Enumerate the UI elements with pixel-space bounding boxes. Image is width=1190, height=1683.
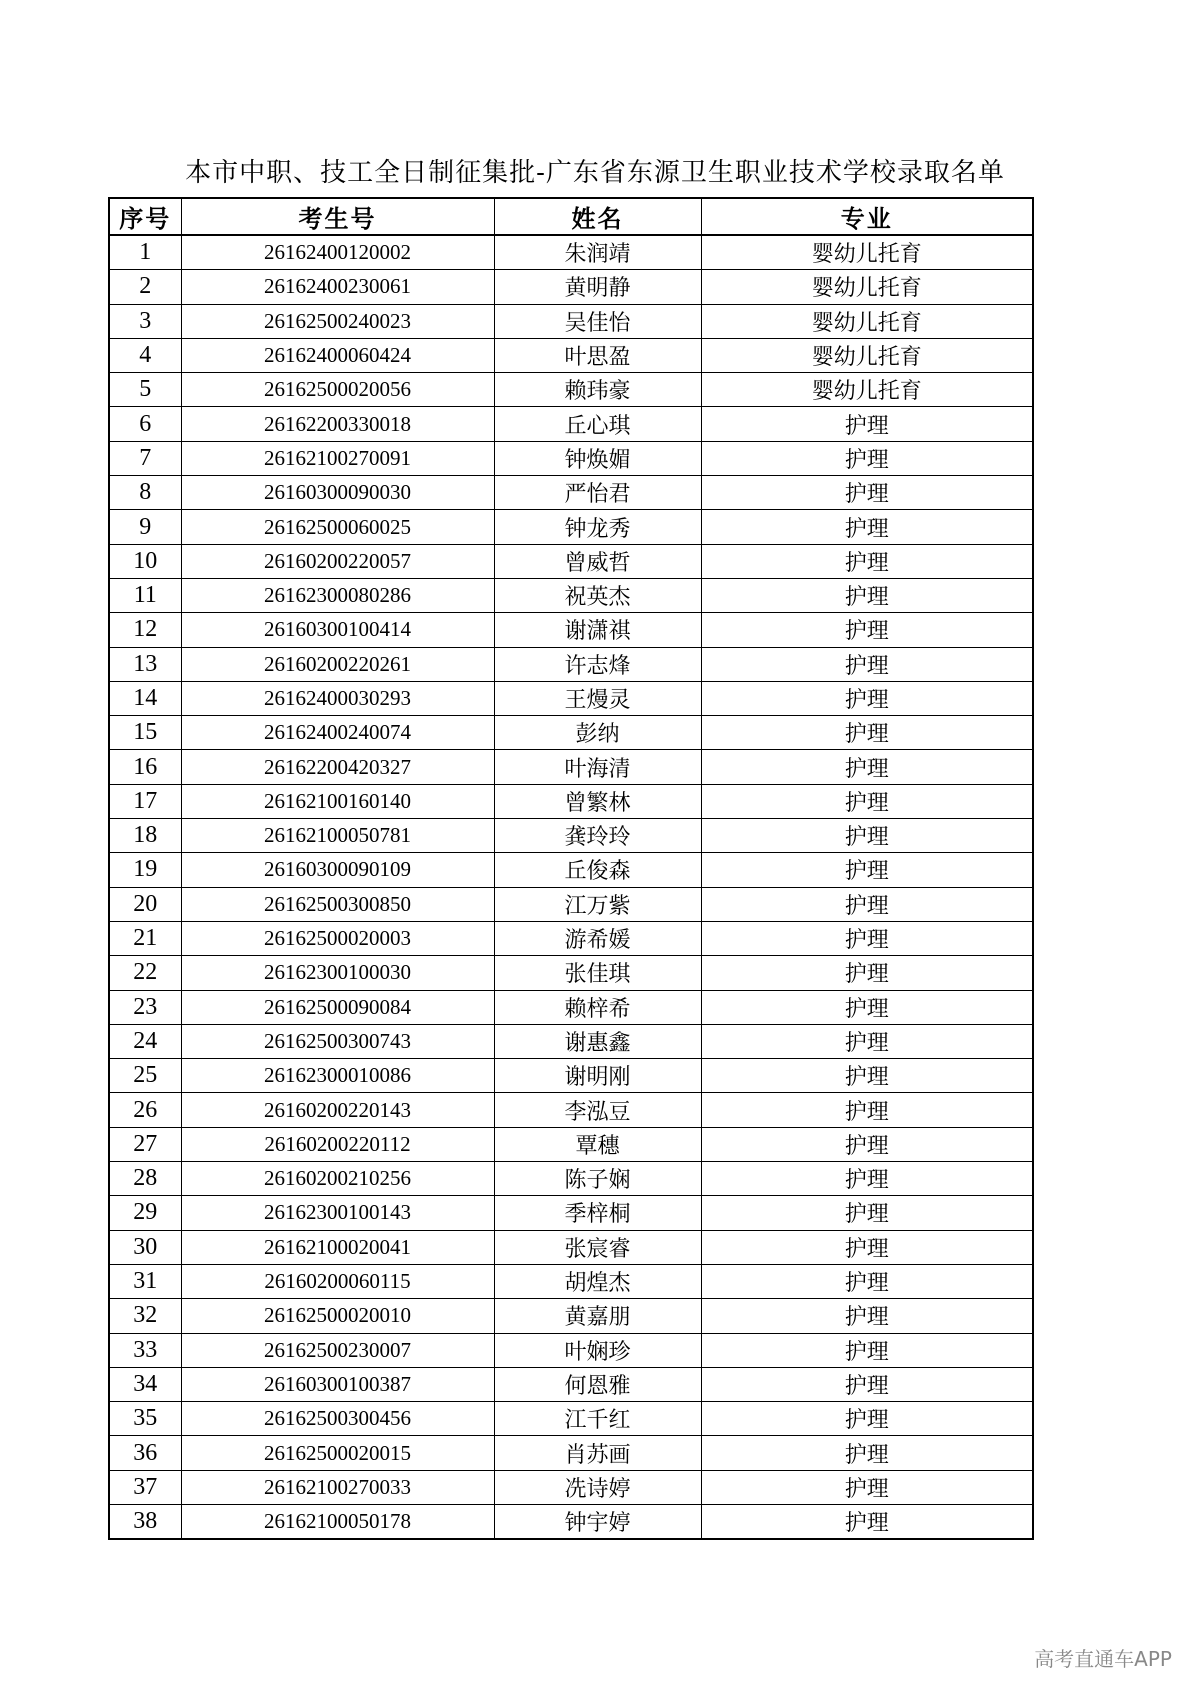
cell-major: 护理 <box>701 921 1033 955</box>
header-no: 序号 <box>109 198 181 235</box>
cell-major: 婴幼儿托育 <box>701 270 1033 304</box>
cell-name: 赖玮豪 <box>494 373 701 407</box>
cell-major: 护理 <box>701 578 1033 612</box>
cell-no: 24 <box>109 1024 181 1058</box>
table-row <box>109 304 1033 338</box>
cell-no: 13 <box>109 647 181 681</box>
cell-name: 谢潇祺 <box>494 613 701 647</box>
table-row <box>109 1127 1033 1161</box>
cell-major: 护理 <box>701 990 1033 1024</box>
table-row <box>109 1299 1033 1333</box>
cell-no: 29 <box>109 1196 181 1230</box>
table-row <box>109 1367 1033 1401</box>
cell-exam-id: 26162300100143 <box>181 1196 494 1230</box>
cell-no: 35 <box>109 1402 181 1436</box>
cell-major: 护理 <box>701 1402 1033 1436</box>
cell-no: 18 <box>109 819 181 853</box>
cell-name: 钟宇婷 <box>494 1504 701 1539</box>
cell-name: 谢惠鑫 <box>494 1024 701 1058</box>
cell-no: 32 <box>109 1299 181 1333</box>
cell-name: 胡煌杰 <box>494 1264 701 1298</box>
cell-no: 7 <box>109 441 181 475</box>
cell-exam-id: 26162300080286 <box>181 578 494 612</box>
table-row <box>109 407 1033 441</box>
cell-exam-id: 26160200220261 <box>181 647 494 681</box>
cell-name: 谢明刚 <box>494 1059 701 1093</box>
cell-exam-id: 26162500020056 <box>181 373 494 407</box>
cell-name: 丘心琪 <box>494 407 701 441</box>
cell-major: 护理 <box>701 1162 1033 1196</box>
cell-name: 许志烽 <box>494 647 701 681</box>
cell-name: 曾繁林 <box>494 784 701 818</box>
cell-no: 23 <box>109 990 181 1024</box>
cell-name: 叶思盈 <box>494 338 701 372</box>
cell-name: 王熳灵 <box>494 681 701 715</box>
cell-major: 护理 <box>701 1024 1033 1058</box>
table-row <box>109 1024 1033 1058</box>
table-row <box>109 441 1033 475</box>
cell-no: 16 <box>109 750 181 784</box>
cell-no: 15 <box>109 716 181 750</box>
cell-no: 31 <box>109 1264 181 1298</box>
cell-no: 6 <box>109 407 181 441</box>
cell-exam-id: 26162400030293 <box>181 681 494 715</box>
cell-major: 护理 <box>701 647 1033 681</box>
cell-no: 3 <box>109 304 181 338</box>
cell-major: 护理 <box>701 1059 1033 1093</box>
cell-exam-id: 26162500230007 <box>181 1333 494 1367</box>
cell-no: 37 <box>109 1470 181 1504</box>
cell-no: 4 <box>109 338 181 372</box>
cell-exam-id: 26162100270091 <box>181 441 494 475</box>
cell-no: 22 <box>109 956 181 990</box>
cell-name: 陈子娴 <box>494 1162 701 1196</box>
table-row <box>109 887 1033 921</box>
cell-no: 30 <box>109 1230 181 1264</box>
table-row <box>109 750 1033 784</box>
header-name: 姓名 <box>494 198 701 235</box>
table-row <box>109 819 1033 853</box>
cell-exam-id: 26162200420327 <box>181 750 494 784</box>
cell-name: 肖苏画 <box>494 1436 701 1470</box>
table-row <box>109 921 1033 955</box>
cell-exam-id: 26162400240074 <box>181 716 494 750</box>
cell-name: 江万紫 <box>494 887 701 921</box>
table-row <box>109 716 1033 750</box>
cell-no: 28 <box>109 1162 181 1196</box>
table-row <box>109 1059 1033 1093</box>
table-row <box>109 647 1033 681</box>
cell-exam-id: 26162500020010 <box>181 1299 494 1333</box>
table-row <box>109 270 1033 304</box>
cell-no: 34 <box>109 1367 181 1401</box>
cell-no: 2 <box>109 270 181 304</box>
cell-exam-id: 26160300090030 <box>181 476 494 510</box>
table-row <box>109 784 1033 818</box>
cell-exam-id: 26160300100414 <box>181 613 494 647</box>
cell-no: 38 <box>109 1504 181 1539</box>
cell-exam-id: 26162300100030 <box>181 956 494 990</box>
cell-major: 护理 <box>701 681 1033 715</box>
cell-no: 12 <box>109 613 181 647</box>
cell-major: 婴幼儿托育 <box>701 338 1033 372</box>
cell-exam-id: 26162500020015 <box>181 1436 494 1470</box>
cell-exam-id: 26162500300850 <box>181 887 494 921</box>
cell-major: 护理 <box>701 784 1033 818</box>
cell-name: 彭纳 <box>494 716 701 750</box>
cell-major: 护理 <box>701 1367 1033 1401</box>
cell-exam-id: 26160200220112 <box>181 1127 494 1161</box>
cell-name: 丘俊森 <box>494 853 701 887</box>
cell-name: 龚玲玲 <box>494 819 701 853</box>
cell-name: 曾威哲 <box>494 544 701 578</box>
cell-major: 护理 <box>701 887 1033 921</box>
cell-major: 护理 <box>701 1264 1033 1298</box>
table-row <box>109 235 1033 270</box>
cell-name: 张宸睿 <box>494 1230 701 1264</box>
cell-name: 朱润靖 <box>494 235 701 270</box>
admission-table <box>108 197 1034 1540</box>
cell-no: 9 <box>109 510 181 544</box>
table-row <box>109 853 1033 887</box>
table-row <box>109 476 1033 510</box>
cell-name: 钟焕媚 <box>494 441 701 475</box>
cell-name: 黄嘉朋 <box>494 1299 701 1333</box>
cell-exam-id: 26160300100387 <box>181 1367 494 1401</box>
cell-major: 护理 <box>701 510 1033 544</box>
table-row <box>109 1230 1033 1264</box>
cell-name: 季梓桐 <box>494 1196 701 1230</box>
cell-no: 8 <box>109 476 181 510</box>
cell-no: 36 <box>109 1436 181 1470</box>
cell-major: 护理 <box>701 407 1033 441</box>
watermark-text: 高考直通车APP <box>1034 1647 1172 1671</box>
cell-exam-id: 26160200220057 <box>181 544 494 578</box>
cell-major: 护理 <box>701 819 1033 853</box>
cell-major: 婴幼儿托育 <box>701 235 1033 270</box>
cell-name: 何恩雅 <box>494 1367 701 1401</box>
table-row <box>109 1470 1033 1504</box>
cell-name: 祝英杰 <box>494 578 701 612</box>
cell-name: 严怡君 <box>494 476 701 510</box>
cell-major: 护理 <box>701 441 1033 475</box>
table-row <box>109 338 1033 372</box>
cell-exam-id: 26162500090084 <box>181 990 494 1024</box>
cell-exam-id: 26162400120002 <box>181 235 494 270</box>
cell-exam-id: 26162100270033 <box>181 1470 494 1504</box>
cell-name: 张佳琪 <box>494 956 701 990</box>
cell-no: 33 <box>109 1333 181 1367</box>
header-row <box>109 198 1033 235</box>
cell-exam-id: 26162200330018 <box>181 407 494 441</box>
cell-major: 护理 <box>701 1333 1033 1367</box>
cell-exam-id: 26162500060025 <box>181 510 494 544</box>
cell-major: 护理 <box>701 1196 1033 1230</box>
table-row <box>109 1162 1033 1196</box>
cell-name: 覃穗 <box>494 1127 701 1161</box>
cell-no: 17 <box>109 784 181 818</box>
cell-exam-id: 26162500240023 <box>181 304 494 338</box>
cell-exam-id: 26162500300456 <box>181 1402 494 1436</box>
table-header <box>109 198 1033 235</box>
cell-major: 婴幼儿托育 <box>701 304 1033 338</box>
cell-name: 黄明静 <box>494 270 701 304</box>
cell-exam-id: 26162300010086 <box>181 1059 494 1093</box>
cell-exam-id: 26162500300743 <box>181 1024 494 1058</box>
cell-name: 叶海清 <box>494 750 701 784</box>
cell-major: 婴幼儿托育 <box>701 373 1033 407</box>
cell-major: 护理 <box>701 544 1033 578</box>
cell-exam-id: 26162400230061 <box>181 270 494 304</box>
table-row <box>109 681 1033 715</box>
cell-exam-id: 26160300090109 <box>181 853 494 887</box>
cell-name: 赖梓希 <box>494 990 701 1024</box>
cell-no: 5 <box>109 373 181 407</box>
table-row <box>109 510 1033 544</box>
cell-name: 冼诗婷 <box>494 1470 701 1504</box>
cell-name: 李泓豆 <box>494 1093 701 1127</box>
table-row <box>109 373 1033 407</box>
cell-no: 11 <box>109 578 181 612</box>
cell-major: 护理 <box>701 1299 1033 1333</box>
cell-major: 护理 <box>701 1093 1033 1127</box>
table-row <box>109 1093 1033 1127</box>
cell-name: 叶娴珍 <box>494 1333 701 1367</box>
header-major: 专业 <box>701 198 1033 235</box>
header-exam-id: 考生号 <box>181 198 494 235</box>
cell-major: 护理 <box>701 1436 1033 1470</box>
table-row <box>109 544 1033 578</box>
table-row <box>109 1436 1033 1470</box>
cell-no: 1 <box>109 235 181 270</box>
cell-name: 钟龙秀 <box>494 510 701 544</box>
cell-exam-id: 26162400060424 <box>181 338 494 372</box>
table-row <box>109 1504 1033 1539</box>
cell-exam-id: 26162100050781 <box>181 819 494 853</box>
table-row <box>109 613 1033 647</box>
table-row <box>109 990 1033 1024</box>
cell-name: 游希媛 <box>494 921 701 955</box>
cell-major: 护理 <box>701 613 1033 647</box>
cell-no: 20 <box>109 887 181 921</box>
cell-major: 护理 <box>701 476 1033 510</box>
cell-no: 26 <box>109 1093 181 1127</box>
cell-no: 19 <box>109 853 181 887</box>
cell-name: 江千红 <box>494 1402 701 1436</box>
table-body <box>109 235 1033 1539</box>
cell-major: 护理 <box>701 716 1033 750</box>
cell-exam-id: 26162500020003 <box>181 921 494 955</box>
cell-name: 吴佳怡 <box>494 304 701 338</box>
cell-exam-id: 26162100020041 <box>181 1230 494 1264</box>
cell-no: 21 <box>109 921 181 955</box>
cell-exam-id: 26160200220143 <box>181 1093 494 1127</box>
table-row <box>109 1333 1033 1367</box>
cell-major: 护理 <box>701 956 1033 990</box>
cell-major: 护理 <box>701 1230 1033 1264</box>
table-row <box>109 1264 1033 1298</box>
document-title: 本市中职、技工全日制征集批-广东省东源卫生职业技术学校录取名单 <box>185 158 1005 188</box>
cell-major: 护理 <box>701 750 1033 784</box>
cell-exam-id: 26162100050178 <box>181 1504 494 1539</box>
cell-no: 25 <box>109 1059 181 1093</box>
cell-no: 27 <box>109 1127 181 1161</box>
cell-exam-id: 26160200060115 <box>181 1264 494 1298</box>
cell-major: 护理 <box>701 1504 1033 1539</box>
table-row <box>109 1402 1033 1436</box>
cell-exam-id: 26160200210256 <box>181 1162 494 1196</box>
cell-no: 14 <box>109 681 181 715</box>
cell-major: 护理 <box>701 1470 1033 1504</box>
table-row <box>109 578 1033 612</box>
cell-no: 10 <box>109 544 181 578</box>
cell-major: 护理 <box>701 1127 1033 1161</box>
cell-exam-id: 26162100160140 <box>181 784 494 818</box>
cell-major: 护理 <box>701 853 1033 887</box>
table-row <box>109 956 1033 990</box>
table-row <box>109 1196 1033 1230</box>
